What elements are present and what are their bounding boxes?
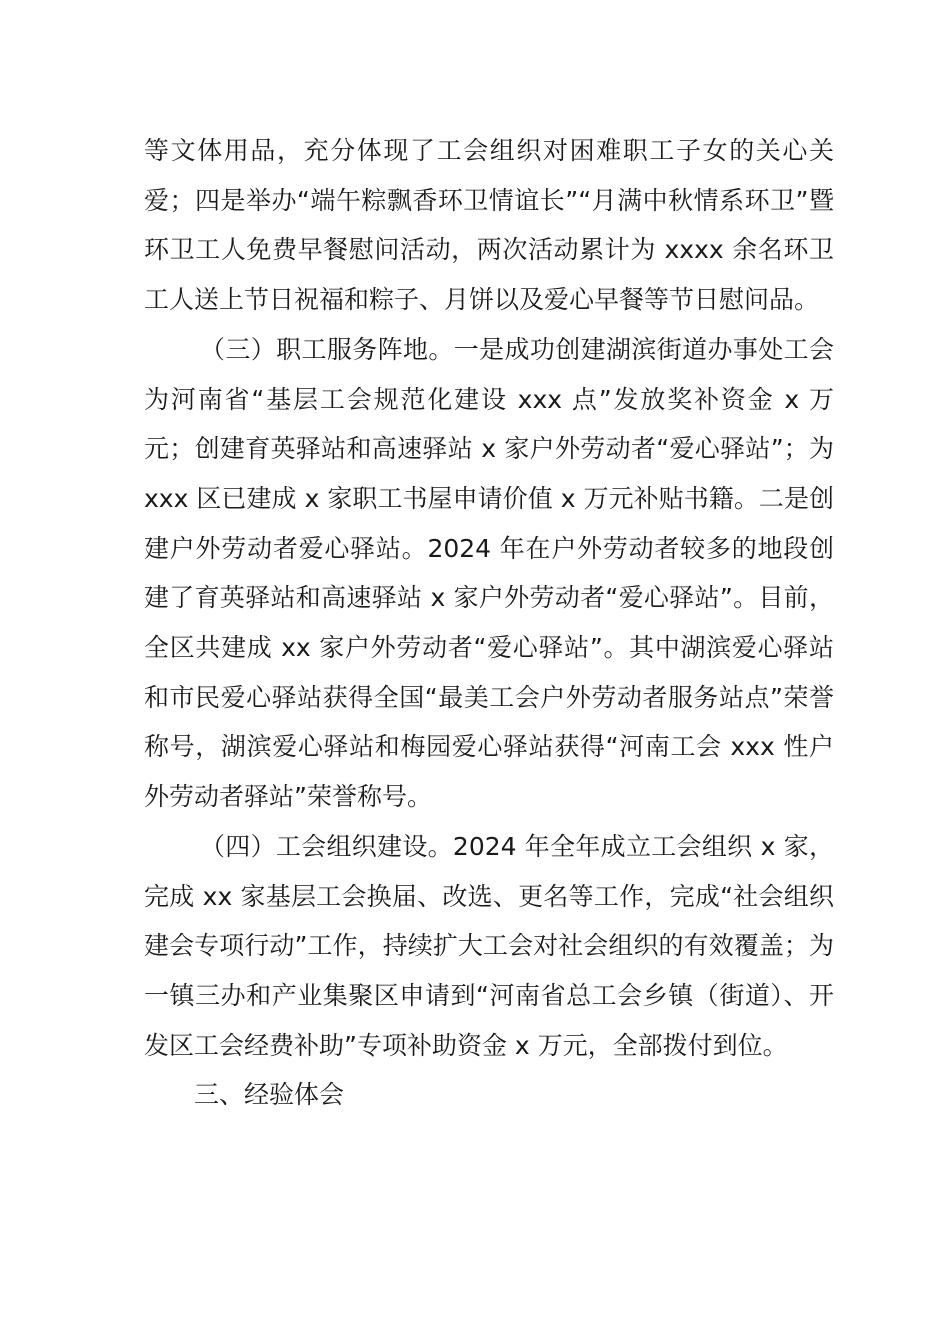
section-heading-experience: 三、经验体会 (194, 1080, 345, 1110)
paragraph-union-organization-building: （四）工会组织建设。2024 年全年成立工会组织 x 家，完成 xx 家基层工会换届、改选、更名等工作，完成“社会组织建会专项行动”工作，持续扩大工会对社会组织的有效覆盖；为一镇三办和产业集聚区申请到“河南省总工会乡镇（街道）、开发区工会经费补助”专项补助资金 x 万元，全部拨付到位。 (144, 831, 834, 1060)
paragraph-cultural-supplies: 等文体用品，充分体现了工会组织对困难职工子女的关心关爱；四是举办“端午粽飘香环卫情谊长”“月满中秋情系环卫”暨环卫工人免费早餐慰问活动，两次活动累计为 xxxx 余名环卫工人送上节日祝福和粽子、月饼以及爱心早餐等节日慰问品。 (144, 136, 834, 315)
paragraph-worker-service-stations: （三）职工服务阵地。一是成功创建湖滨街道办事处工会为河南省“基层工会规范化建设 xxx 点”发放奖补资金 x 万元；创建育英驿站和高速驿站 x 家户外劳动者“爱心驿站”；为 xxx 区已建成 x 家职工书屋申请价值 x 万元补贴书籍。二是创建户外劳动者爱心驿站。2024 年在户外劳动者较多的地段创建了育英驿站和高速驿站 x 家户外劳动者“爱心驿站”。目前，全区共建成 xx 家户外劳动者“爱心驿站”。其中湖滨爱心驿站和市民爱心驿站获得全国“最美工会户外劳动者服务站点”荣誉称号，湖滨爱心驿站和梅园爱心驿站获得“河南工会 xxx 性户外劳动者驿站”荣誉称号。 (144, 334, 834, 812)
document-body (144, 126, 834, 1120)
